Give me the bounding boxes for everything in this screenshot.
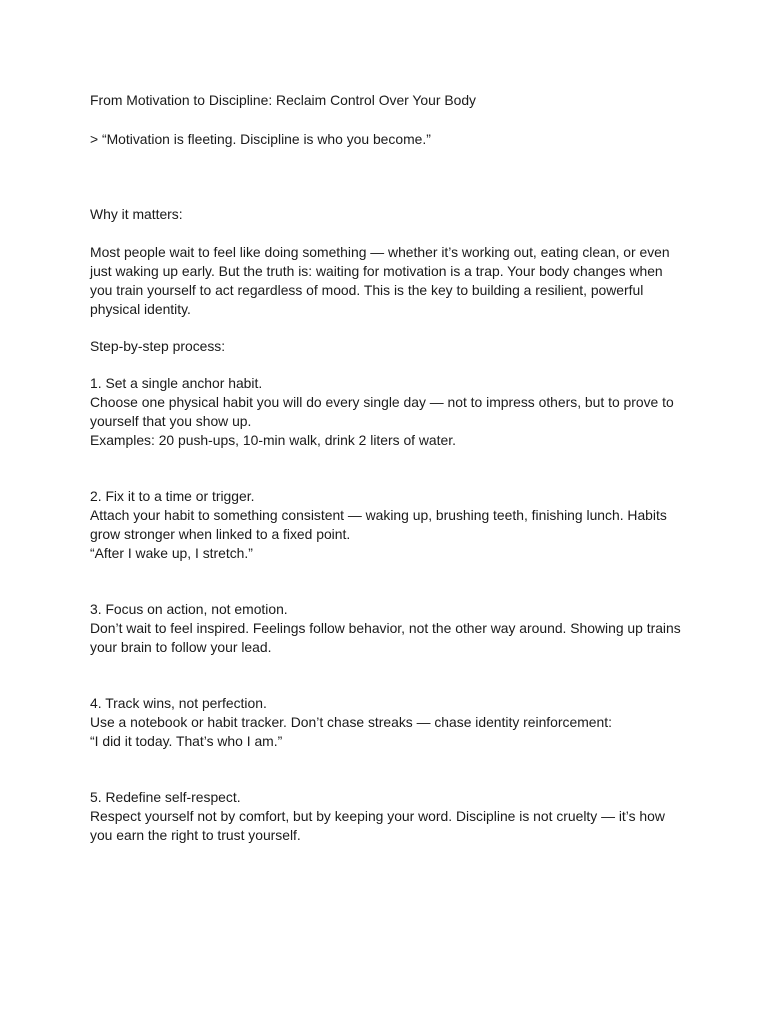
step-line: “After I wake up, I stretch.”: [90, 544, 253, 561]
why-paragraph: [90, 243, 690, 319]
step-title: 3. Focus on action, not emotion.: [90, 601, 288, 617]
step-3: [90, 600, 690, 657]
step-line: you earn the right to trust yourself.: [90, 826, 301, 843]
step-line: yourself that you show up.: [90, 412, 252, 429]
step-line: Choose one physical habit you will do every single day — not to impress others, but to prove to: [90, 393, 674, 410]
step-title: 5. Redefine self-respect.: [90, 789, 241, 805]
paragraph-line: just waking up early. But the truth is: waiting for motivation is a trap. Your body changes when: [90, 262, 663, 279]
step-line: Don’t wait to feel inspired. Feelings follow behavior, not the other way around. Showing up trains: [90, 619, 681, 636]
paragraph-line: Most people wait to feel like doing something — whether it’s working out, eating clean, or even: [90, 244, 670, 260]
why-heading: Why it matters:: [90, 206, 183, 222]
step-line: Use a notebook or habit tracker. Don’t chase streaks — chase identity reinforcement:: [90, 713, 612, 730]
steps-heading: Step-by-step process:: [90, 338, 226, 354]
step-line: Respect yourself not by comfort, but by keeping your word. Discipline is not cruelty — it’s how: [90, 807, 665, 824]
step-line: your brain to follow your lead.: [90, 638, 272, 655]
step-1: [90, 374, 690, 450]
paragraph-line: physical identity.: [90, 300, 191, 317]
step-line: Examples: 20 push-ups, 10-min walk, drink 2 liters of water.: [90, 431, 456, 448]
step-2: [90, 487, 690, 563]
step-4: [90, 694, 690, 751]
step-title: 4. Track wins, not perfection.: [90, 695, 267, 711]
step-5: [90, 788, 690, 845]
step-line: Attach your habit to something consistent — waking up, brushing teeth, finishing lunch. Habits: [90, 506, 667, 523]
step-title: 1. Set a single anchor habit.: [90, 375, 263, 391]
opening-quote: > “Motivation is fleeting. Discipline is who you become.”: [90, 131, 431, 147]
document-title: From Motivation to Discipline: Reclaim Control Over Your Body: [90, 92, 476, 108]
paragraph-line: you train yourself to act regardless of mood. This is the key to building a resilient, powerful: [90, 281, 644, 298]
step-line: “I did it today. That’s who I am.”: [90, 732, 283, 749]
step-line: grow stronger when linked to a fixed point.: [90, 525, 351, 542]
step-title: 2. Fix it to a time or trigger.: [90, 488, 255, 504]
